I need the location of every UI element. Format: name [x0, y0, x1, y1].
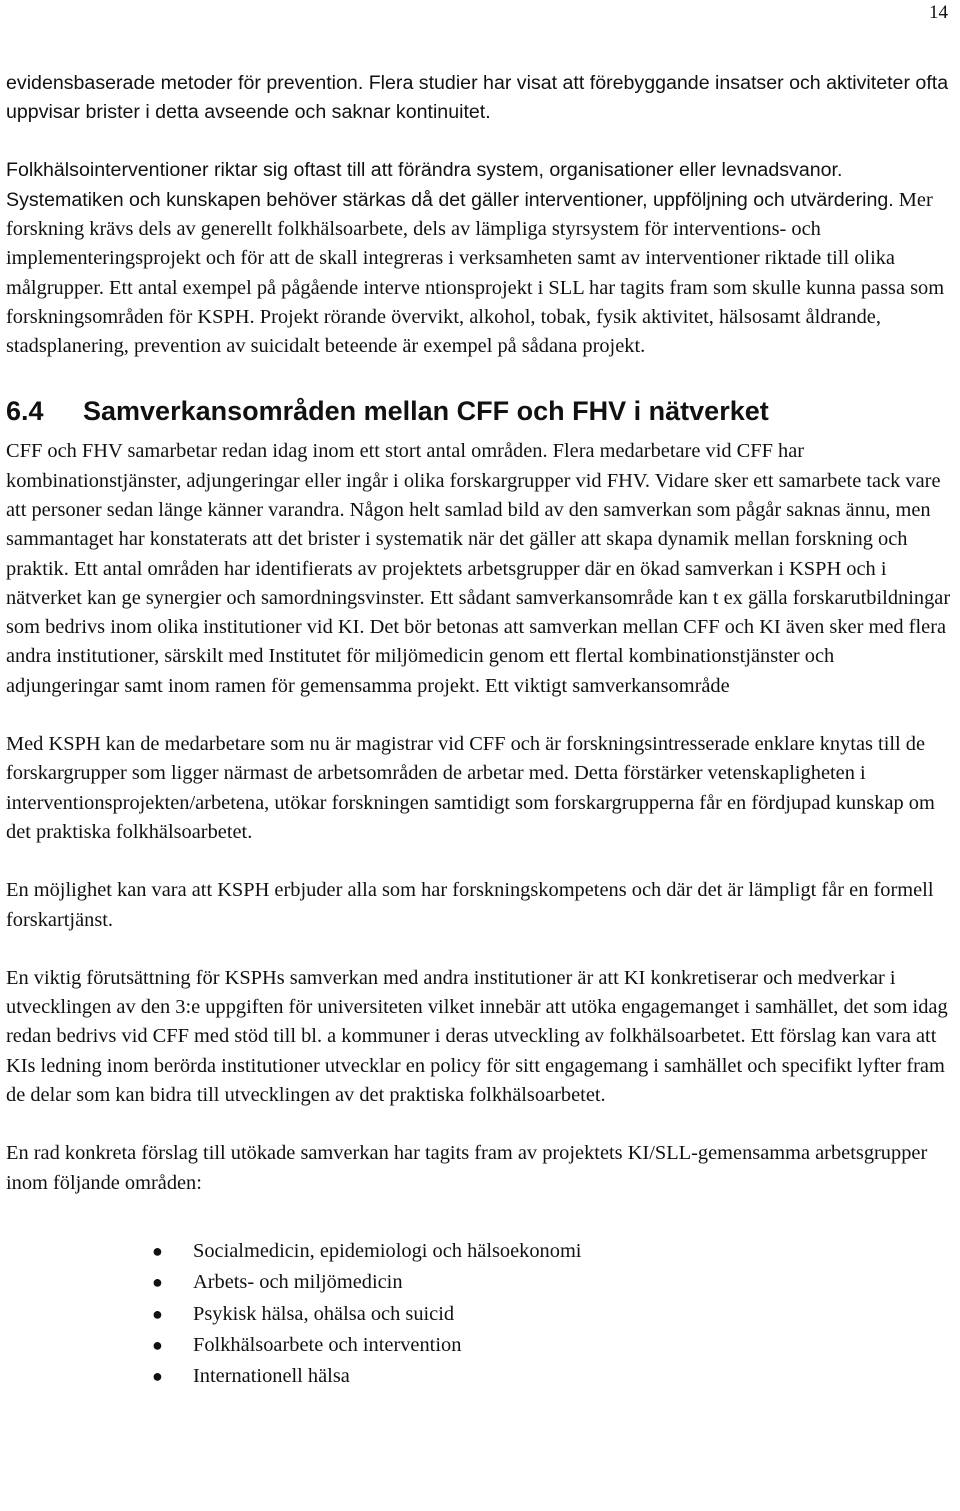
section-heading [6, 394, 952, 428]
list-item [6, 1299, 952, 1330]
page-number: 14 [929, 2, 948, 23]
paragraph-prevention: evidensbaserade metoder för prevention. Flera studier har visat att förebyggande insatser och aktiviteter ofta uppvisar brister i detta avseende och saknar kontinuitet. [6, 72, 949, 124]
list-item-label: Arbets- och miljömedicin [193, 1271, 403, 1294]
paragraph-ksph-staff: Med KSPH kan de medarbetare som nu är magistrar vid CFF och är forskningsintresserade enklare knytas till de forskargrupper som ligger närmast de arbetsområden de arbetar med. Detta förstärker vetenskapligheten i interventionsprojekten/arbetena, utökar forskningen samtidigt som forskargrupperna får en fördjupad kunskap om det praktiska folkhälsoarbetet. [6, 733, 935, 843]
list-item [6, 1330, 952, 1361]
bullet-icon: ● [152, 1303, 163, 1324]
list-item [6, 1361, 952, 1392]
list-item-label: Folkhälsoarbete och intervention [193, 1333, 462, 1356]
bullet-icon: ● [152, 1366, 163, 1387]
paragraph-interventions [6, 156, 952, 361]
paragraph-interventions-research: Mer forskning krävs dels av generellt folkhälsoarbete, dels av lämpliga styrsystem för interventions- och implementeringsprojekt och för att de skall integreras i verksamheten samt av interventioner riktade till olika målgrupper. Ett antal exempel på pågående interve ntionsprojekt i SLL har tagits fram som skulle kunna passa som forskningsområden för KSPH. Projekt rörande övervikt, alkohol, tobak, fysik aktivitet, hälsosamt åldrande, stadsplanering, prevention av suicidalt beteende är exempel på sådana projekt. [6, 188, 945, 358]
paragraph-interventions-intro: Folkhälsointerventioner riktar sig oftast till att förändra system, organisationer eller levnadsvanor. Systematiken och kunskapen behöver stärkas då det gäller interventioner, uppföljning och utvärdering. [6, 159, 894, 211]
bullet-icon: ● [152, 1272, 163, 1293]
paragraph-collaboration: CFF och FHV samarbetar redan idag inom ett stort antal områden. Flera medarbetare vid CFF har kombinationstjänster, adjungeringar eller ingår i olika forskargrupper vid FHV. Vidare sker ett samarbete tack vare att personer sedan länge känner varandra. Någon helt samlad bild av den samverkan som pågår saknas ännu, men sammantaget har konstaterats att det brister i systematik när det gäller att skapa dynamik mellan forskning och praktik. Ett antal områden har identifierats av projektets arbetsgrupper där en ökad samverkan i KSPH och i nätverket kan ge synergier och samordningsvinster. Ett sådant samverkansområde kan t ex gälla forskarutbildningar som bedrivs inom olika institutioner vid KI. Det bör betonas att samverkan mellan CFF och KI även sker med flera andra institutioner, särskilt med Institutet för miljömedicin genom ett flertal kombinationstjänster och adjungeringar samt inom ramen för gemensamma projekt. Ett viktigt samverkansområde [6, 440, 951, 697]
paragraph-possibility: En möjlighet kan vara att KSPH erbjuder alla som har forskningskompetens och där det är lämpligt får en formell forskartjänst. [6, 879, 934, 931]
bullet-icon: ● [152, 1240, 163, 1261]
bullet-icon: ● [152, 1334, 163, 1355]
list-item-label: Socialmedicin, epidemiologi och hälsoekonomi [193, 1239, 582, 1262]
paragraph-prerequisite: En viktig förutsättning för KSPHs samverkan med andra institutioner är att KI konkretiserar och medverkar i utvecklingen av den 3:e uppgiften för universiteten vilket innebär att utöka engagemanget i samhället, det som idag redan bedrivs vid CFF med stöd till bl. a kommuner i deras utveckling av folkhälsoarbetet. Ett förslag kan vara att KIs ledning inom berörda institutioner utvecklar en policy för sitt engagemang i samhället och specifikt lyfter fram de delar som kan bidra till utvecklingen av det praktiska folkhälsoarbetet. [6, 966, 948, 1107]
section-title: Samverkansområden mellan CFF och FHV i nätverket [83, 396, 769, 427]
section-number: 6.4 [6, 396, 44, 427]
areas-list [6, 1236, 952, 1392]
paragraph-proposals: En rad konkreta förslag till utökade samverkan har tagits fram av projektets KI/SLL-gemensamma arbetsgrupper inom följande områden: [6, 1142, 928, 1194]
list-item-label: Internationell hälsa [193, 1365, 350, 1388]
list-item [6, 1236, 952, 1267]
document-body [6, 69, 952, 1392]
list-item [6, 1267, 952, 1298]
list-item-label: Psykisk hälsa, ohälsa och suicid [193, 1302, 455, 1325]
